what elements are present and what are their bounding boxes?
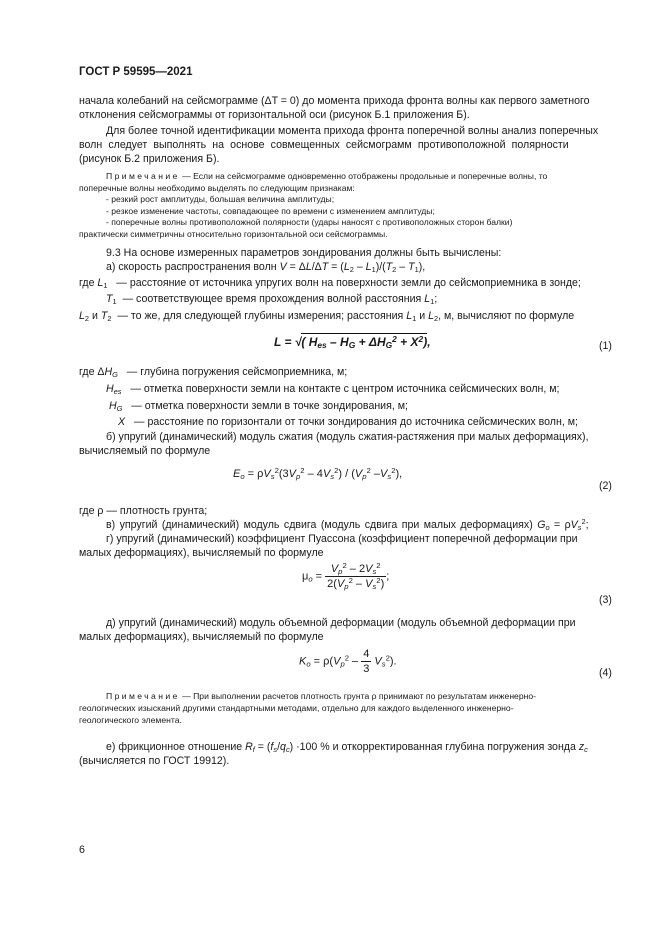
formula-1: L = √( $H_{es} - H_G + \Delta H_G^2 + X^2$), bbox=[274, 334, 431, 350]
note-line: геологического элемента. bbox=[79, 715, 182, 725]
paragraph-line: в) упругий (динамический) модуль сдвига (модуль сдвига при малых деформациях) $G_o = \rho V_s^2$; bbox=[106, 517, 589, 532]
formula-3: $\mu_o$ = $\frac{V_p^2 - 2V_s^2}{2(V_p^2 - V_s^2)}$ ; bbox=[302, 561, 390, 591]
paragraph-line: г) упругий (динамический) коэффициент Пуассона (коэффициент поперечной деформации при bbox=[106, 533, 578, 545]
formula-line-a: а) скорость распространения волн $V = \Delta L/\Delta T = (L_2 - L_1)/(T_2 - T_1)$, bbox=[106, 261, 426, 274]
paragraph-line: (вычисляется по ГОСТ 19912). bbox=[79, 755, 230, 767]
paragraph-line: б) упругий (динамический) модуль сжатия (модуль сжатия-растяжения при малых деформациях), bbox=[106, 431, 589, 443]
paragraph-line: е) фрикционное отношение $R_f = (f_s/q_c) \cdot 100$ % и откорректированная глубина погружения зонда $z_c$ bbox=[106, 741, 588, 754]
definition-x: X — расстояние по горизонтали от точки зондирования до источника сейсмических волн, м; bbox=[118, 416, 578, 428]
paragraph-line: малых деформациях), вычисляемый по формуле bbox=[79, 547, 324, 559]
paragraph-line: волн следует выполнять на основе совмещенных сейсмограмм противоположной полярности bbox=[79, 139, 569, 151]
page-number: 6 bbox=[79, 844, 85, 856]
paragraph-line: д) упругий (динамический) модуль объемной деформации (модуль объемной деформации при bbox=[106, 617, 576, 629]
paragraph-line: Для более точной идентификации момента прихода фронта поперечной волны анализ поперечных bbox=[106, 125, 599, 137]
note-line: Примечание — При выполнении расчетов плотность грунта ρ принимают по результатам инженерно- bbox=[106, 691, 537, 701]
note-line: геологических изысканий другими стандартными методами, отдельно для каждого выделенного инженерно- bbox=[79, 703, 514, 713]
definition-rho: где ρ — плотность грунта; bbox=[79, 505, 208, 517]
note-label: Примечание bbox=[106, 171, 180, 181]
fraction: $\frac{4}{3}$ bbox=[363, 648, 370, 675]
paragraph-line: малых деформациях), вычисляемый по формуле bbox=[79, 631, 324, 643]
note-item: - поперечные волны противоположной полярности (удары наносят с противоположных сторон балки) bbox=[106, 217, 513, 227]
definition-hes: $H_{es}$ — отметка поверхности земли на контакте с центром источника сейсмических волн, м; bbox=[106, 383, 560, 396]
section-title: 9.3 На основе измеренных параметров зондирования должны быть вычислены: bbox=[106, 247, 502, 259]
fraction: $\frac{V_p^2 - 2V_s^2}{2(V_p^2 - V_s^2)}$ bbox=[327, 561, 385, 591]
note-line: поперечные волны необходимо выделять по следующим признакам: bbox=[79, 182, 355, 193]
note-item: практически симметричны относительно горизонтальной оси сейсмограммы. bbox=[79, 228, 388, 239]
definition-l1: где $L_1$ — расстояние от источника упругих волн на поверхности земли до сейсмоприемника в зонде; bbox=[79, 277, 581, 290]
paragraph-line: отклонения сейсмограммы от горизонтальной оси (рисунок Б.1 приложения Б). bbox=[79, 109, 470, 121]
equation-number: (1) bbox=[599, 340, 612, 352]
formula-4: $K_o = \rho(V_p^2$ – $\frac{4}{3}$ $V_s^2$). bbox=[299, 648, 397, 675]
note-line: Примечание — Если на сейсмограмме одновременно отображены продольные и поперечные волны, то bbox=[106, 171, 548, 181]
definition-delta-hg: где $\Delta H_G$ — глубина погружения сейсмоприемника, м; bbox=[79, 366, 348, 379]
equation-number: (2) bbox=[599, 480, 612, 492]
paragraph-line: (рисунок Б.2 приложения Б). bbox=[79, 153, 220, 165]
note-label: Примечание bbox=[106, 691, 180, 701]
paragraph-line: начала колебаний на сейсмограмме (ΔT = 0) до момента прихода фронта волны как первого заметного bbox=[79, 95, 590, 107]
note-item: - резкий рост амплитуды, большая величина амплитуды; bbox=[106, 194, 335, 204]
definition-t1: $T_1$ — соответствующее время прохождения волной расстояния $L_1$; bbox=[106, 293, 438, 306]
note-item: - резкое изменение частоты, совпадающее по времени с изменением амплитуды; bbox=[106, 205, 435, 216]
equation-number: (3) bbox=[599, 594, 612, 606]
paragraph-line: вычисляемый по формуле bbox=[79, 445, 211, 457]
equation-number: (4) bbox=[599, 667, 612, 679]
definition-hg: $H_G$ — отметка поверхности земли в точке зондирования, м; bbox=[109, 400, 408, 413]
formula-2: $E_o = \rho V_s^2(3V_p^2 - 4V_s^2) / (V_p^2$ $-V_s^2$), bbox=[233, 466, 403, 481]
definition-l2: $L_2$ и $T_2$ — то же, для следующей глубины измерения; расстояния $L_1$ и $L_2$, м, вычисляют по формуле bbox=[79, 310, 575, 323]
document-header: ГОСТ Р 59595—2021 bbox=[79, 66, 193, 78]
